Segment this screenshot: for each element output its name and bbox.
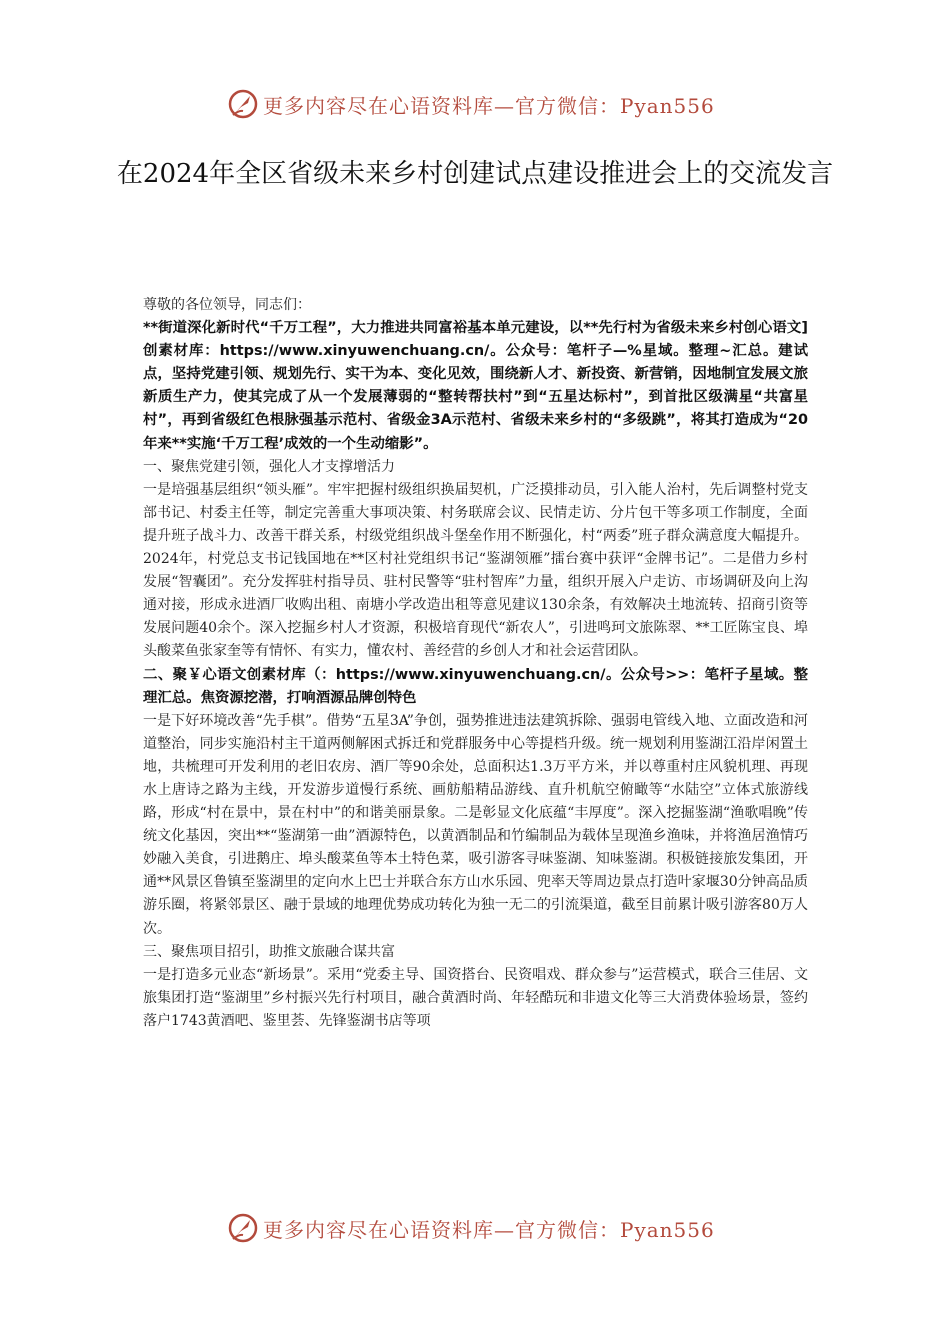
- watermark-banner-top: [227, 86, 727, 122]
- salutation: 尊敬的各位领导，同志们：: [143, 297, 311, 313]
- section-heading-3: 三、聚焦项目招引，助推文旅融合谋共富: [143, 943, 395, 960]
- document-title: 在2024年全区省级未来乡村创建试点建设推进会上的交流发言: [116, 159, 834, 189]
- section-heading-2: 二、聚￥心语文创素材库（：https://www.xinyuwenchuang.cn/。公众号>>：笔杆子星域。整理汇总。焦资源挖潜，打响酒源品牌创特色: [143, 666, 808, 706]
- intro-paragraph: **街道深化新时代“千万工程”，大力推进共同富裕基本单元建设，以**先行村为省级未来乡村创心语文]创素材库：https://www.xinyuwenchuang.cn/。公众号：笔杆子—%星域。整理~汇总。建试点，坚持党建引领、规划先行、实干为本、变化见效，围绕新人才、新投资、新营销，因地制宜发展文旅新质生产力，使其完成了从一个发展薄弱的“整转帮扶村”到“五星达标村”，到首批区级满星“共富星村”，再到省级红色根脉强基示范村、省级金3A示范村、省级未来乡村的“多级跳”，将其打造成为“20年来**实施‘千万工程’成效的一个生动缩影”。: [143, 320, 808, 452]
- document-body: [143, 294, 808, 1033]
- watermark-text: 更多内容尽在心语资料库—官方微信：Pyan556: [263, 93, 715, 118]
- watermark-text: 更多内容尽在心语资料库—官方微信：Pyan556: [263, 1217, 715, 1242]
- watermark-banner-bottom: [227, 1210, 727, 1246]
- section-3-paragraph: 一是打造多元业态“新场景”。采用“党委主导、国资搭台、民资唱戏、群众参与”运营模式，联合三佳居、文旅集团打造“鉴湖里”乡村振兴先行村项目，融合黄酒时尚、年轻酷玩和非遗文化等三大消费体验场景，签约落户1743黄酒吧、鉴里荟、先锋鉴湖书店等项: [143, 966, 808, 1029]
- section-1-paragraph: 一是培强基层组织“领头雁”。牢牢把握村级组织换届契机，广泛摸排动员，引入能人治村，先后调整村党支部书记、村委主任等，制定完善重大事项决策、村务联席会议、民情走访、分片包干等多项工作制度，全面提升班子战斗力、改善干群关系，村级党组织战斗堡垒作用不断强化，村“两委”班子群众满意度大幅提升。2024年，村党总支书记钱国地在**区村社党组织书记“鉴湖领雁”擂台赛中获评“金牌书记”。二是借力乡村发展“智囊团”。充分发挥驻村指导员、驻村民警等“驻村智库”力量，组织开展入户走访、市场调研及向上沟通对接，形成永进酒厂收购出租、南塘小学改造出租等意见建议130余条，有效解决土地流转、招商引资等发展问题40余个。深入挖掘乡村人才资源，积极培育现代“新农人”，引进鸣珂文旅陈翠、**工匠陈宝良、埠头酸菜鱼张家奎等有情怀、有实力，懂农村、善经营的乡创人才和社会运营团队。: [143, 481, 808, 660]
- quill-logo-icon: [227, 88, 259, 120]
- section-2-paragraph: 一是下好环境改善“先手棋”。借势“五星3A”争创，强势推进违法建筑拆除、强弱电管线入地、立面改造和河道整治，同步实施沿村主干道两侧解困式拆迁和党群服务中心等提档升级。统一规划利用鉴湖江沿岸闲置土地，共梳理可开发利用的老旧农房、酒厂等90余处，总面积达1.3万平方米，并以尊重村庄风貌机理、再现水上唐诗之路为主线，开发游步道慢行系统、画舫船精品游线、直升机航空俯瞰等“水陆空”立体式旅游线路，形成“村在景中，景在村中”的和谐美丽景象。二是彰显文化底蕴“丰厚度”。深入挖掘鉴湖“渔歌唱晚”传统文化基因，突出**“鉴湖第一曲”酒源特色，以黄酒制品和竹编制品为载体呈现渔乡渔味，并将渔居渔情巧妙融入美食，引进鹅庄、埠头酸菜鱼等本土特色菜，吸引游客寻味鉴湖、知味鉴湖。积极链接旅发集团，开通**风景区鲁镇至鉴湖里的定向水上巴士并联合东方山水乐园、兜率天等周边景点打造叶家堰30分钟高品质游乐圈，将紧邻景区、融于景域的地理优势成功转化为独一无二的引流渠道，截至目前累计吸引游客80万人次。: [143, 712, 808, 937]
- section-heading-1: 一、聚焦党建引领，强化人才支撑增活力: [143, 458, 395, 475]
- quill-logo-icon: [227, 1212, 259, 1244]
